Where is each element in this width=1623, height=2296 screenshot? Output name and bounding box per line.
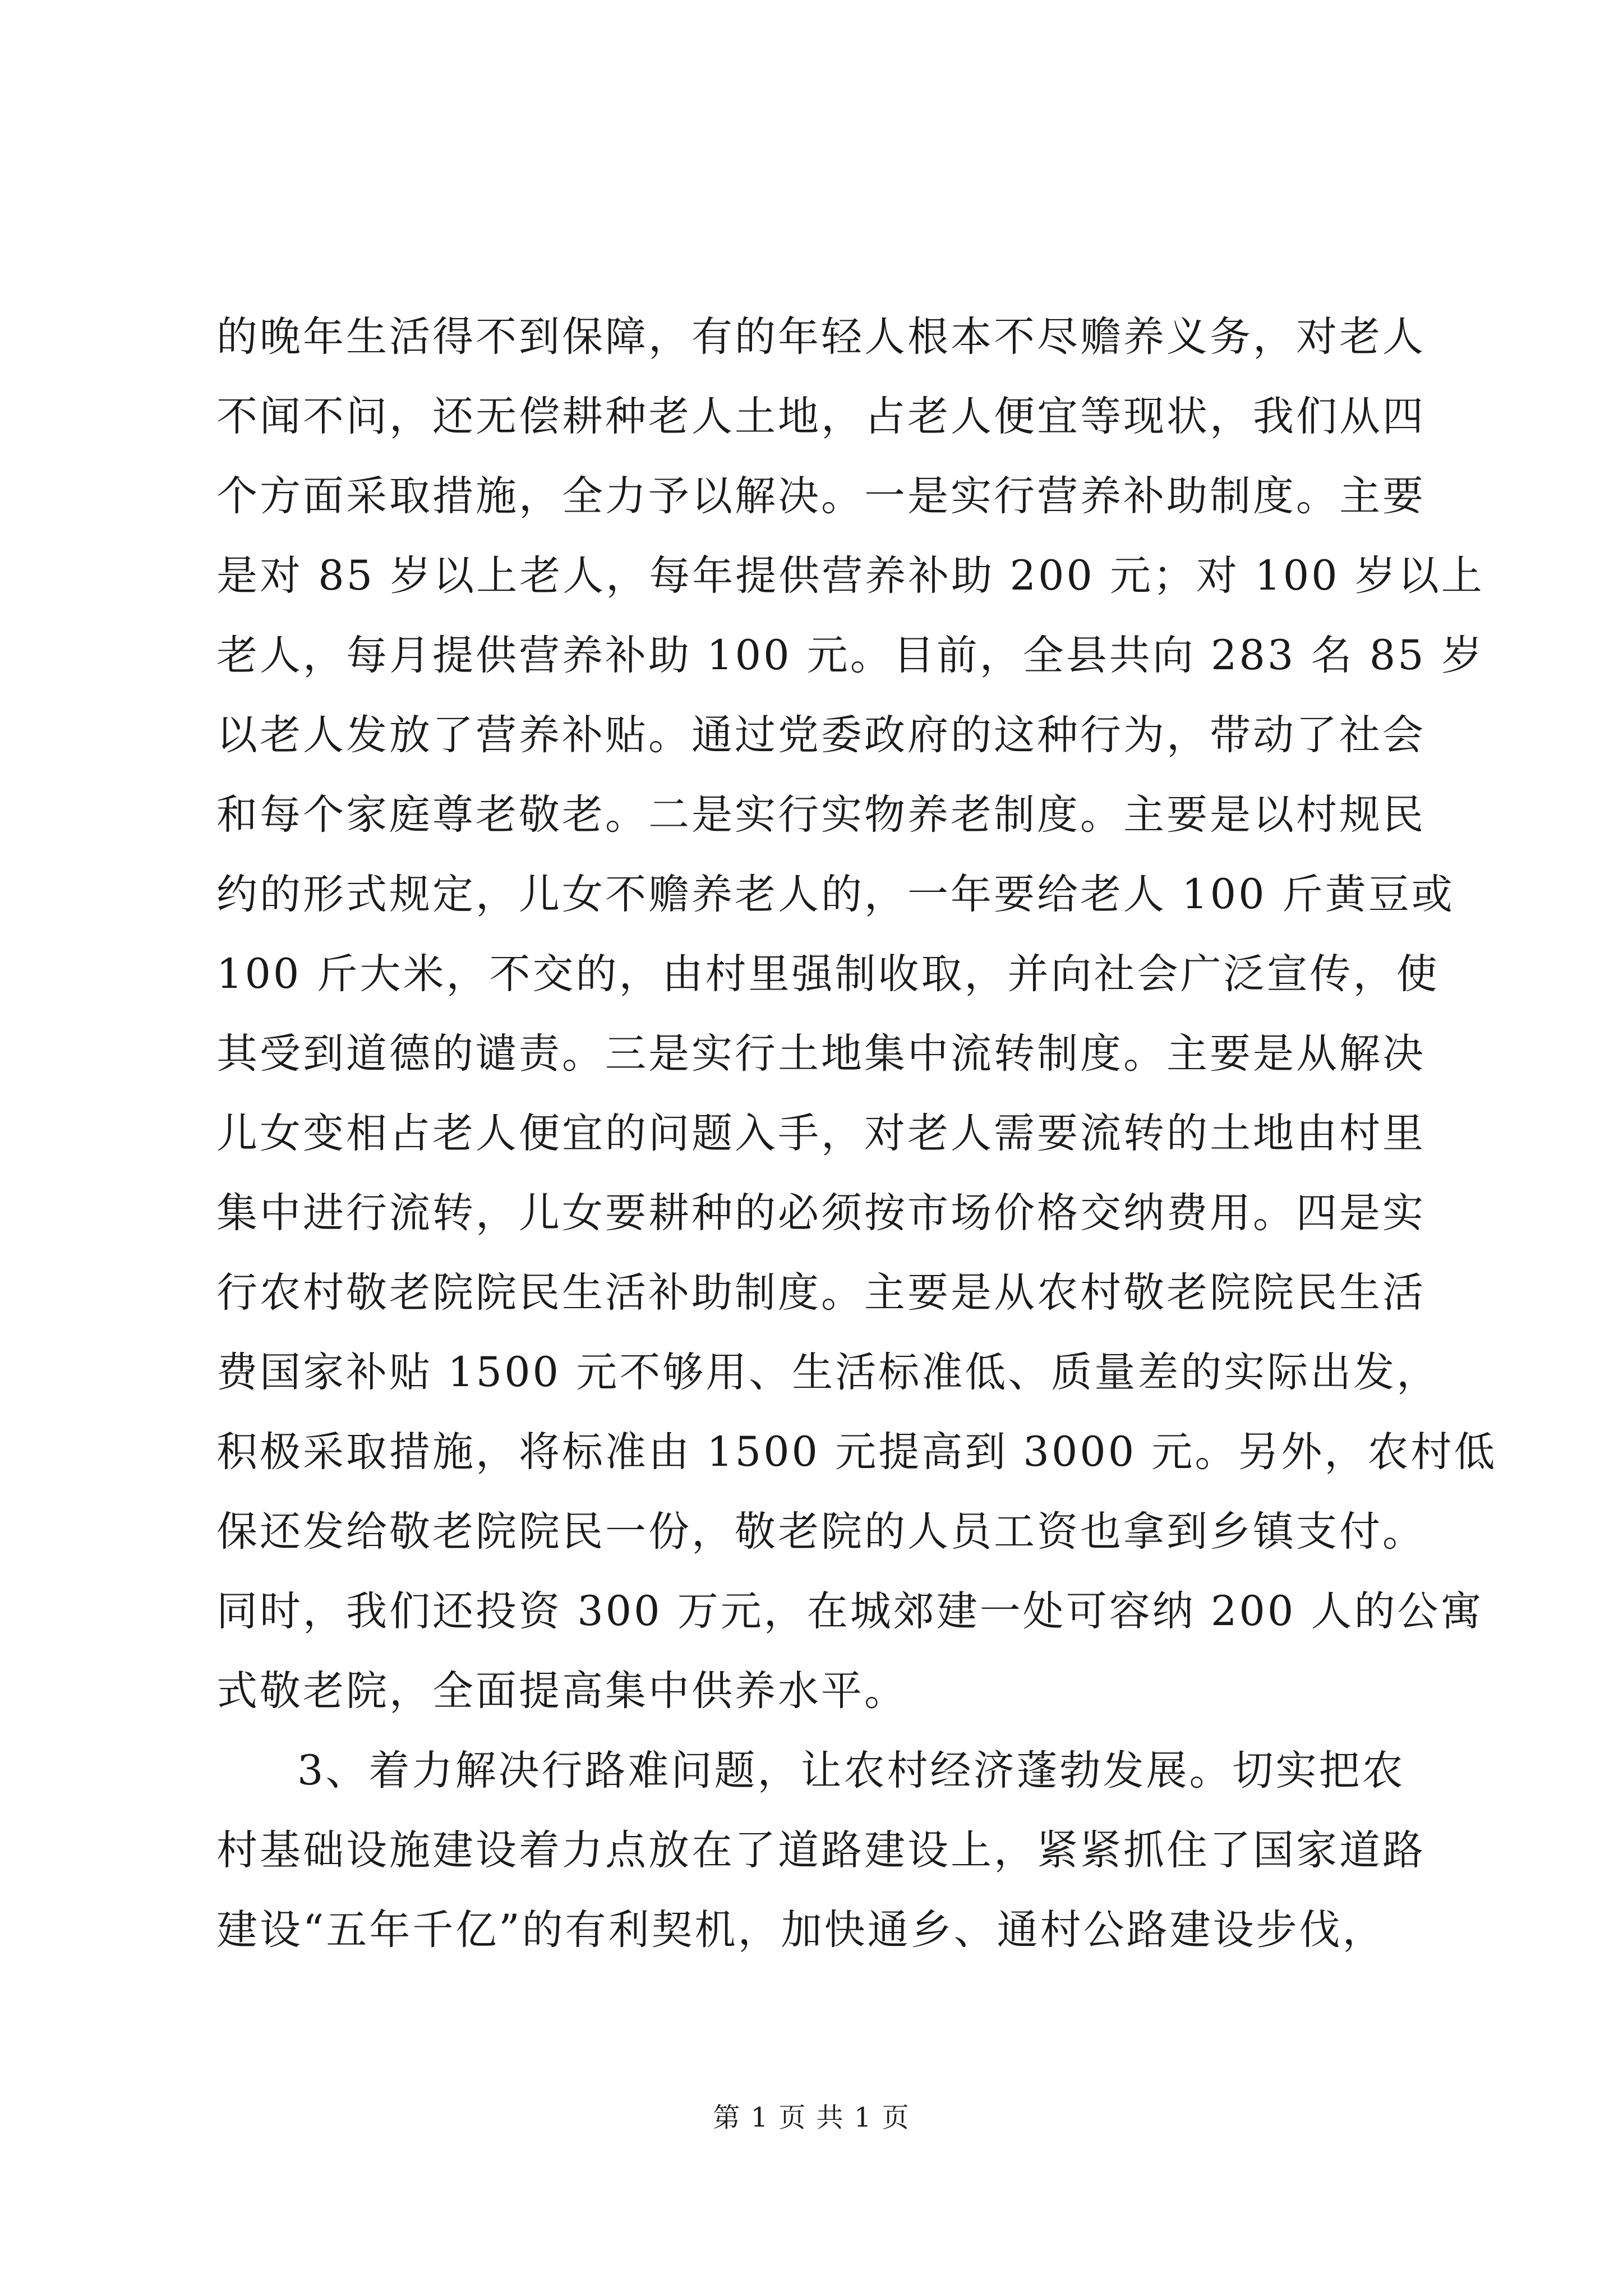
- text-line: 行农村敬老院院民生活补助制度。主要是从农村敬老院院民生活: [216, 1269, 1426, 1317]
- text-line: 村基础设施建设着力点放在了道路建设上，紧紧抓住了国家道路: [216, 1826, 1426, 1874]
- text-line: 老人，每月提供营养补助 100 元。目前，全县共向 283 名 85 岁: [216, 632, 1484, 679]
- document-body: [216, 297, 1497, 1970]
- text-line: 和每个家庭尊老敬老。二是实行实物养老制度。主要是以村规民: [216, 791, 1426, 839]
- section-heading-line: 3、着力解决行路难问题，让农村经济蓬勃发展。切实把农: [297, 1747, 1405, 1795]
- text-line: 儿女变相占老人便宜的问题入手，对老人需要流转的土地由村里: [216, 1110, 1426, 1157]
- text-line: 约的形式规定，儿女不赡养老人的，一年要给老人 100 斤黄豆或: [216, 871, 1455, 918]
- text-line: 建设“五年千亿”的有利契机，加快通乡、通村公路建设步伐，: [216, 1906, 1386, 1954]
- text-line: 同时，我们还投资 300 万元，在城郊建一处可容纳 200 人的公寓: [216, 1588, 1484, 1635]
- text-line: 集中进行流转，儿女要耕种的必须按市场价格交纳费用。四是实: [216, 1189, 1426, 1237]
- text-line: 其受到道德的谴责。三是实行土地集中流转制度。主要是从解决: [216, 1030, 1426, 1078]
- text-line: 费国家补贴 1500 元不够用、生活标准低、质量差的实际出发，: [216, 1349, 1440, 1396]
- text-line: 不闻不问，还无偿耕种老人土地，占老人便宜等现状，我们从四: [216, 393, 1426, 440]
- text-line: 个方面采取措施，全力予以解决。一是实行营养补助制度。主要: [216, 472, 1426, 520]
- text-line: 是对 85 岁以上老人，每年提供营养补助 200 元；对 100 岁以上: [216, 552, 1484, 600]
- text-line: 100 斤大米，不交的，由村里强制收取，并向社会广泛宣传，使: [216, 950, 1440, 998]
- text-line: 积极采取措施，将标准由 1500 元提高到 3000 元。另外，农村低: [216, 1428, 1497, 1476]
- page-number-footer: 第 1 页 共 1 页: [713, 2102, 910, 2133]
- text-line: 的晚年生活得不到保障，有的年轻人根本不尽赡养义务，对老人: [216, 313, 1426, 361]
- text-line: 式敬老院，全面提高集中供养水平。: [216, 1667, 907, 1715]
- text-line: 保还发给敬老院院民一份，敬老院的人员工资也拿到乡镇支付。: [216, 1508, 1426, 1556]
- text-line: 以老人发放了营养补贴。通过党委政府的这种行为，带动了社会: [216, 711, 1426, 759]
